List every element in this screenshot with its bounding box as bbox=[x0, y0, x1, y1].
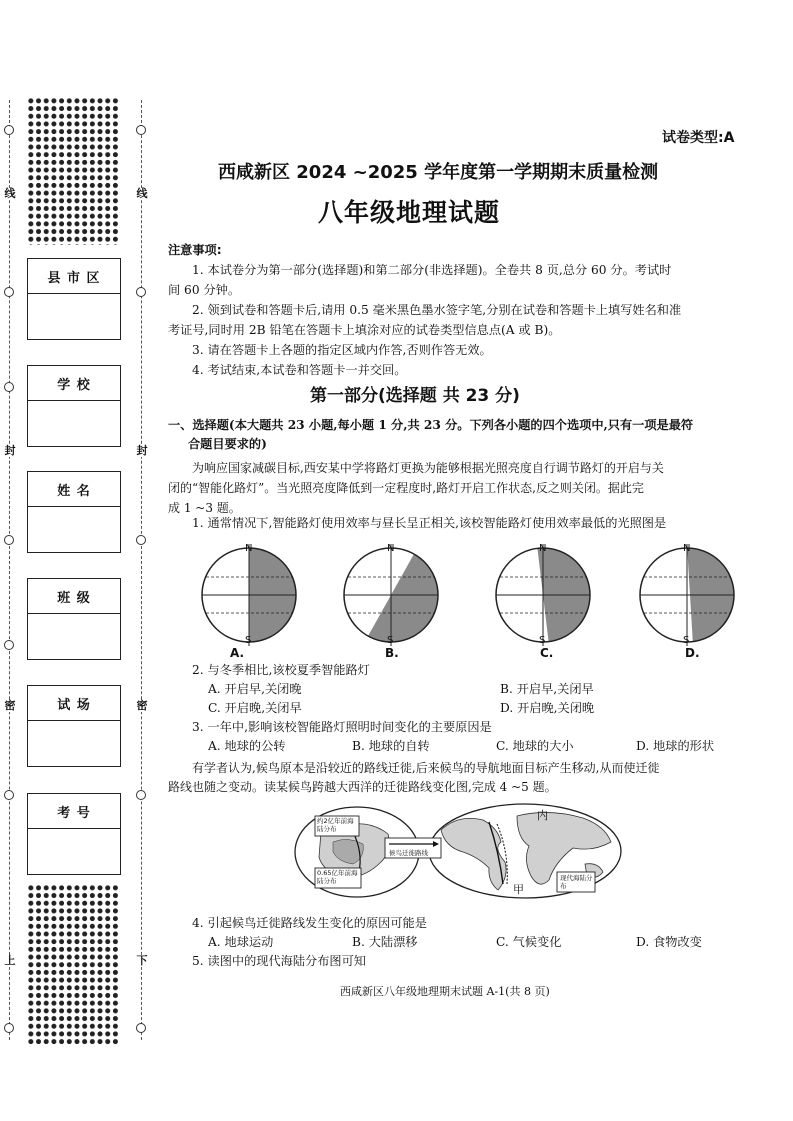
globe-d-s: S bbox=[683, 635, 690, 646]
map-label-modern: 现代海陆分布 bbox=[560, 874, 593, 890]
globe-b-n: N bbox=[387, 543, 395, 554]
q4-option-a: A. 地球运动 bbox=[208, 935, 274, 949]
section-intro: 合题目要求的) bbox=[188, 437, 267, 451]
title-sub: 八年级地理试题 bbox=[318, 198, 501, 227]
ring-12 bbox=[136, 1023, 146, 1033]
globe-b bbox=[344, 544, 441, 646]
question-4: 4. 引起候鸟迁徙路线发生变化的原因可能是 bbox=[192, 916, 427, 930]
binding-char: 密 bbox=[4, 699, 16, 712]
passage-line: 为响应国家减碳目标,西安某中学将路灯更换为能够根据光照亮度自行调节路灯的开启与关 bbox=[192, 461, 664, 475]
notice-line: 1. 本试卷分为第一部分(选择题)和第二部分(非选择题)。全卷共 8 页,总分 60 分。考试时 bbox=[192, 263, 672, 277]
field-exam-number[interactable] bbox=[27, 793, 121, 875]
ring-5 bbox=[4, 640, 14, 650]
question-2: 2. 与冬季相比,该校夏季智能路灯 bbox=[192, 663, 370, 677]
globe-a-letter: A. bbox=[230, 646, 245, 660]
question-1: 1. 通常情况下,智能路灯使用效率与昼长呈正相关,该校智能路灯使用效率最低的光照图是 bbox=[192, 516, 667, 530]
globe-c-n: N bbox=[539, 543, 547, 554]
globe-a-s: S bbox=[245, 635, 252, 646]
q3-option-b: B. 地球的自转 bbox=[352, 739, 430, 753]
field-label: 班 级 bbox=[28, 579, 120, 614]
dot-grid-top bbox=[27, 97, 119, 245]
ring-7 bbox=[4, 1023, 14, 1033]
field-county[interactable] bbox=[27, 258, 121, 340]
field-school[interactable] bbox=[27, 365, 121, 447]
binding-char: 下 bbox=[136, 954, 148, 967]
outer-cut-line bbox=[9, 100, 10, 1040]
binding-char: 线 bbox=[4, 187, 16, 200]
notice-line: 考证号,同时用 2B 铅笔在答题卡上填涂对应的试卷类型信息点(A 或 B)。 bbox=[168, 323, 561, 337]
map-label-route: 候鸟迁徙路线 bbox=[389, 849, 428, 857]
ring-10 bbox=[136, 535, 146, 545]
passage-line: 路线也随之变动。读某候鸟跨越大西洋的迁徙路线变化图,完成 4 ~5 题。 bbox=[168, 780, 557, 794]
q2-option-a: A. 开启早,关闭晚 bbox=[208, 682, 302, 696]
ring-2 bbox=[4, 287, 14, 297]
illumination-globes bbox=[195, 540, 755, 662]
part1-title: 第一部分(选择题 共 23 分) bbox=[310, 386, 520, 406]
globe-c-s: S bbox=[539, 635, 546, 646]
section-intro: 一、选择题(本大题共 23 小题,每小题 1 分,共 23 分。下列各小题的四个选项中,只有一项是最符 bbox=[168, 418, 694, 432]
globe-d-n: N bbox=[683, 543, 691, 554]
globe-b-letter: B. bbox=[385, 646, 399, 660]
dot-grid-bottom bbox=[27, 884, 119, 1044]
title-main: 西咸新区 2024 ~2025 学年度第一学期期末质量检测 bbox=[218, 162, 659, 183]
ring-11 bbox=[136, 790, 146, 800]
binding-char: 线 bbox=[136, 187, 148, 200]
inner-cut-line bbox=[141, 100, 142, 1040]
notice-line: 3. 请在答题卡上各题的指定区域内作答,否则作答无效。 bbox=[192, 343, 492, 357]
q2-option-d: D. 开启晚,关闭晚 bbox=[500, 701, 595, 715]
q3-option-c: C. 地球的大小 bbox=[496, 739, 574, 753]
notice-line: 4. 考试结束,本试卷和答题卡一并交回。 bbox=[192, 363, 407, 377]
question-3: 3. 一年中,影响该校智能路灯照明时间变化的主要原因是 bbox=[192, 720, 492, 734]
passage-line: 闭的“智能化路灯”。当光照亮度降低到一定程度时,路灯开启工作状态,反之则关闭。据此完 bbox=[168, 481, 644, 495]
field-label: 县 市 区 bbox=[28, 259, 120, 294]
passage-line: 成 1 ~3 题。 bbox=[168, 501, 241, 515]
map-label-200ma: 约2亿年前海陆分布 bbox=[317, 817, 354, 833]
q3-option-d: D. 地球的形状 bbox=[636, 739, 715, 753]
field-label: 试 场 bbox=[28, 686, 120, 721]
q4-option-c: C. 气候变化 bbox=[496, 935, 562, 949]
ring-8 bbox=[136, 125, 146, 135]
ring-6 bbox=[4, 790, 14, 800]
page-footer: 西咸新区八年级地理期末试题 A-1(共 8 页) bbox=[340, 985, 550, 998]
field-label: 考 号 bbox=[28, 794, 120, 829]
exam-type: 试卷类型:A bbox=[662, 130, 735, 146]
binding-char: 上 bbox=[4, 954, 16, 967]
q4-option-b: B. 大陆漂移 bbox=[352, 935, 418, 949]
globe-c-letter: C. bbox=[540, 646, 554, 660]
ring-1 bbox=[4, 125, 14, 135]
notice-line: 间 60 分钟。 bbox=[168, 283, 241, 297]
map-label-jia: 甲 bbox=[513, 883, 524, 896]
notice-heading: 注意事项: bbox=[168, 243, 222, 257]
q4-option-d: D. 食物改变 bbox=[636, 935, 702, 949]
map-label-inner: 内 bbox=[537, 809, 548, 822]
field-name[interactable] bbox=[27, 471, 121, 553]
globe-c bbox=[496, 544, 593, 646]
question-5: 5. 读图中的现代海陆分布图可知 bbox=[192, 954, 366, 968]
field-exam-room[interactable] bbox=[27, 685, 121, 767]
binding-char: 密 bbox=[136, 699, 148, 712]
notice-line: 2. 领到试卷和答题卡后,请用 0.5 毫米黑色墨水签字笔,分别在试卷和答题卡上填写姓名和准 bbox=[192, 303, 682, 317]
ring-4 bbox=[4, 535, 14, 545]
globe-d bbox=[640, 544, 737, 646]
passage-line: 有学者认为,候鸟原本是沿较近的路线迁徙,后来候鸟的导航地面目标产生移动,从而使迁徙 bbox=[192, 761, 660, 775]
globe-a-n: N bbox=[245, 543, 253, 554]
ring-3 bbox=[4, 382, 14, 392]
globe-a bbox=[202, 544, 299, 646]
binding-char: 封 bbox=[136, 444, 148, 457]
globe-b-s: S bbox=[387, 635, 394, 646]
field-class[interactable] bbox=[27, 578, 121, 660]
q2-option-b: B. 开启早,关闭早 bbox=[500, 682, 594, 696]
globe-d-letter: D. bbox=[685, 646, 700, 660]
ring-9 bbox=[136, 287, 146, 297]
map-label-65ma: 0.65亿年前海陆分布 bbox=[317, 869, 358, 885]
field-label: 学 校 bbox=[28, 366, 120, 401]
field-label: 姓 名 bbox=[28, 472, 120, 507]
q2-option-c: C. 开启晚,关闭早 bbox=[208, 701, 302, 715]
q3-option-a: A. 地球的公转 bbox=[208, 739, 286, 753]
binding-char: 封 bbox=[4, 444, 16, 457]
